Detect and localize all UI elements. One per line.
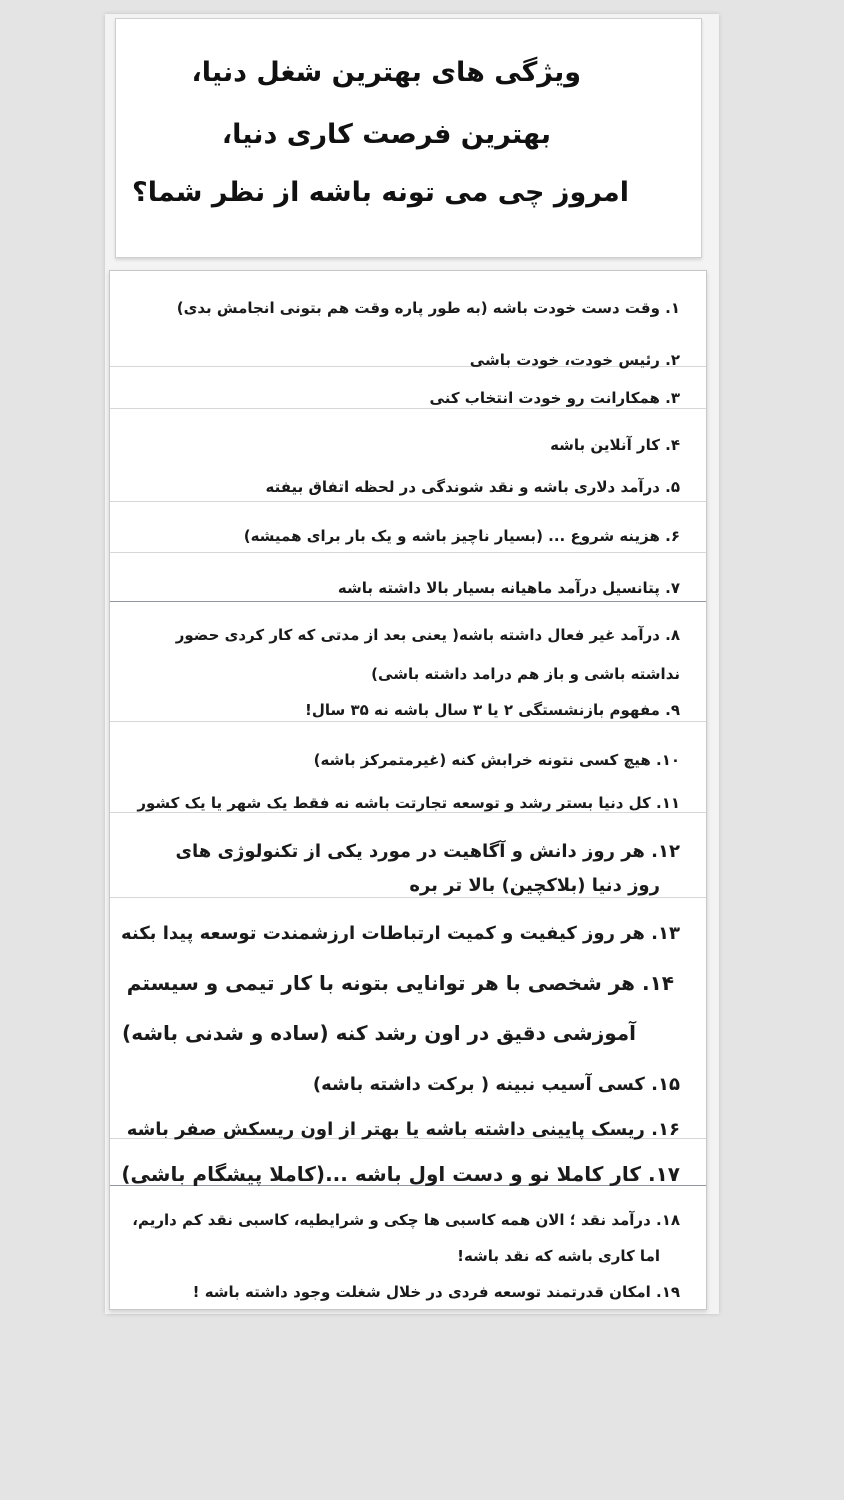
list-item: ۷. پتانسیل درآمد ماهیانه بسیار بالا داشته باشه <box>337 579 680 597</box>
list-item: ۱۴. هر شخصی با هر توانایی بتونه با کار تیمی و سیستم <box>126 971 674 995</box>
row-divider <box>110 408 706 409</box>
list-item: ۹. مفهوم بازنشستگی ۲ یا ۳ سال باشه نه ۳۵ سال! <box>305 701 680 719</box>
title-line-1: ویژگی های بهترین شغل دنیا، <box>191 57 581 88</box>
image-sheet <box>105 14 719 1314</box>
title-line-2: بهترین فرصت کاری دنیا، <box>221 119 551 150</box>
title-line-3: امروز چی می تونه باشه از نظر شما؟ <box>132 177 629 208</box>
list-item: ۱۱. کل دنیا بستر رشد و توسعه تجارتت باشه نه فقط یک شهر یا یک کشور <box>137 794 680 812</box>
row-divider <box>110 897 706 898</box>
list-item: ۴. کار آنلاین باشه <box>550 436 680 454</box>
list-item: ۱۹. امکان قدرتمند توسعه فردی در خلال شغلت وجود داشته باشه ! <box>192 1283 680 1301</box>
list-item: ۲. رئیس خودت، خودت باشی <box>469 351 680 369</box>
features-list <box>109 270 707 1310</box>
list-item: ۱۷. کار کاملا نو و دست اول باشه ...(کاملا پیشگام باشی) <box>121 1162 680 1186</box>
list-item: ۱۶. ریسک پایینی داشته باشه یا بهتر از اون ریسکش صفر باشه <box>126 1119 680 1140</box>
row-divider <box>110 812 706 813</box>
list-item: آموزشی دقیق در اون رشد کنه (ساده و شدنی باشه) <box>122 1021 636 1045</box>
list-item: اما کاری باشه که نقد باشه! <box>457 1247 660 1265</box>
list-item: ۶. هزینه شروع ... (بسیار ناچیز باشه و یک بار برای همیشه) <box>243 527 680 545</box>
list-item: ۱۲. هر روز دانش و آگاهیت در مورد یکی از تکنولوژی های <box>175 841 680 862</box>
row-divider <box>110 601 706 602</box>
list-item: ۱۵. کسی آسیب نبینه ( برکت داشته باشه) <box>312 1074 680 1095</box>
title-card <box>115 18 702 258</box>
list-item: روز دنیا (بلاکچین) بالا تر بره <box>409 875 660 896</box>
list-item: ۵. درآمد دلاری باشه و نقد شوندگی در لحظه اتفاق بیفته <box>265 478 680 496</box>
row-divider <box>110 501 706 502</box>
list-item: ۱۰. هیچ کسی نتونه خرابش کنه (غیرمتمرکز باشه) <box>313 751 680 769</box>
list-item: ۱۸. درآمد نقد ؛ الان همه کاسبی ها چکی و شرایطیه، کاسبی نقد کم داریم، <box>132 1211 680 1229</box>
row-divider <box>110 721 706 722</box>
list-item: ۱۳. هر روز کیفیت و کمیت ارتباطات ارزشمندت توسعه پیدا بکنه <box>120 923 680 944</box>
list-item: ۸. درآمد غیر فعال داشته باشه( یعنی بعد از مدتی که کار کردی حضور <box>175 626 680 644</box>
list-item: ۳. همکارانت رو خودت انتخاب کنی <box>429 389 680 407</box>
list-item: نداشته باشی و باز هم درامد داشته باشی) <box>371 665 680 683</box>
list-item: ۱. وقت دست خودت باشه (به طور پاره وقت هم بتونی انجامش بدی) <box>176 299 680 317</box>
row-divider <box>110 552 706 553</box>
